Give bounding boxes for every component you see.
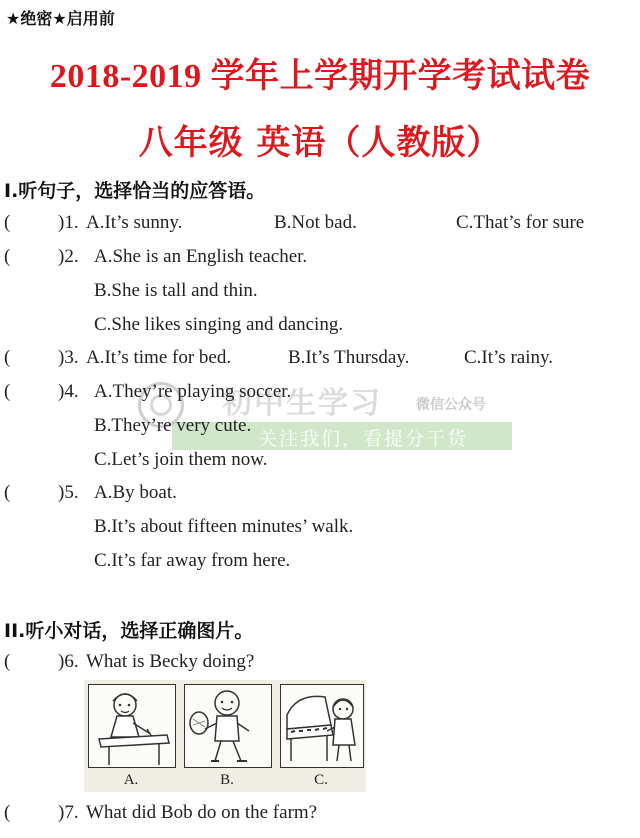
- answer-paren-6: (: [4, 651, 11, 672]
- answer-paren-5: (: [4, 482, 11, 503]
- question-5-option-c: C.It’s far away from here.: [94, 550, 291, 571]
- confidential-label: ★绝密★启用前: [6, 9, 115, 28]
- question-4-number: )4.: [58, 381, 79, 402]
- section-2-heading: II.听小对话，选择正确图片。: [4, 620, 254, 642]
- question-4-option-c: C.Let’s join them now.: [94, 449, 268, 470]
- picture-a-girl-writing: [88, 684, 176, 768]
- piano-player-icon: [281, 685, 363, 767]
- question-2-option-a: A.She is an English teacher.: [94, 246, 308, 267]
- question-6-number: )6.: [58, 651, 79, 672]
- exam-subtitle: 八年级 英语（人教版）: [138, 123, 502, 163]
- question-3-number: )3.: [58, 347, 79, 368]
- answer-paren-2: (: [4, 246, 11, 267]
- question-3-option-a: A.It’s time for bed.: [86, 347, 232, 368]
- answer-paren-1: (: [4, 212, 11, 233]
- question-5-option-b: B.It’s about fifteen minutes’ walk.: [94, 516, 354, 537]
- watermark-slogan: 关注我们，看提分干货: [258, 428, 469, 450]
- question-2-number: )2.: [58, 246, 79, 267]
- question-3-option-c: C.It’s rainy.: [464, 347, 554, 368]
- girl-writing-icon: [89, 685, 175, 767]
- answer-paren-3: (: [4, 347, 11, 368]
- question-7-text: What did Bob do on the farm?: [86, 802, 318, 823]
- question-3-option-b: B.It’s Thursday.: [288, 347, 410, 368]
- picture-b-label: B.: [220, 772, 234, 788]
- question-1-option-c: C.That’s for sure: [456, 212, 585, 233]
- question-7-number: )7.: [58, 802, 79, 823]
- question-1-option-b: B.Not bad.: [274, 212, 357, 233]
- watermark-brand: 初中生学习: [222, 386, 382, 421]
- question-5-number: )5.: [58, 482, 79, 503]
- answer-paren-7: (: [4, 802, 11, 823]
- question-2-option-c: C.She likes singing and dancing.: [94, 314, 344, 335]
- question-1-number: )1.: [58, 212, 79, 233]
- answer-paren-4: (: [4, 381, 11, 402]
- watermark-account-label: 微信公众号: [416, 397, 486, 413]
- picture-c-label: C.: [314, 772, 328, 788]
- tennis-player-icon: [185, 685, 271, 767]
- picture-a-label: A.: [123, 772, 139, 788]
- question-4-option-b: B.They’re very cute.: [94, 415, 252, 436]
- question-5-option-a: A.By boat.: [94, 482, 177, 503]
- question-4-option-a: A.They’re playing soccer.: [94, 381, 292, 402]
- picture-b-tennis: [184, 684, 272, 768]
- exam-title: 2018-2019 学年上学期开学考试试卷: [49, 58, 591, 95]
- section-1-heading: I.听句子，选择恰当的应答语。: [4, 180, 266, 202]
- question-1-option-a: A.It’s sunny.: [86, 212, 183, 233]
- question-2-option-b: B.She is tall and thin.: [94, 280, 258, 301]
- picture-c-piano: [280, 684, 364, 768]
- question-6-text: What is Becky doing?: [86, 651, 255, 672]
